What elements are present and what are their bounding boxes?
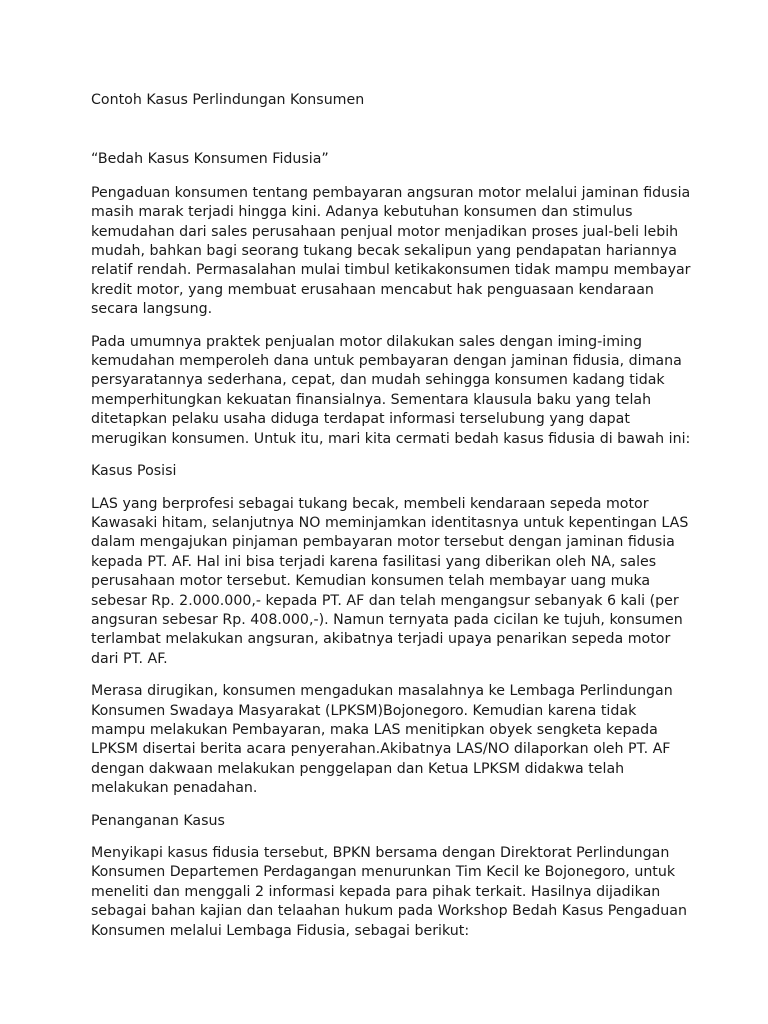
document-page [91,91,691,954]
paragraph-line: meneliti dan menggali 2 informasi kepada para pihak terkait. Hasilnya dijadikan [91,883,661,900]
paragraph-line: Konsumen Departemen Perdagangan menurunkan Tim Kecil ke Bojonegoro, untuk [91,864,676,881]
paragraph-complaint [91,682,683,798]
paragraph-line: dengan dakwaan melakukan penggelapan dan Ketua LPKSM didakwa telah [91,760,625,777]
paragraph-line: kredit motor, yang membuat erusahaan mencabut hak penguasaan kendaraan [91,281,654,298]
paragraph-line: terlambat melakukan angsuran, akibatnya terjadi upaya penarikan sepeda motor [91,631,671,648]
paragraph-line: Pada umumnya praktek penjualan motor dilakukan sales dengan iming-iming [91,333,643,350]
paragraph-line: mampu melakukan Pembayaran, maka LAS menitipkan obyek sengketa kepada [91,721,658,738]
paragraph-line: Pengaduan konsumen tentang pembayaran angsuran motor melalui jaminan fidusia [91,184,691,201]
paragraph-line: sebesar Rp. 2.000.000,- kepada PT. AF dan telah mengangsur sebanyak 6 kali (per [91,592,679,609]
paragraph-case-position [91,495,689,670]
document-title: Contoh Kasus Perlindungan Konsumen [91,92,365,108]
paragraph-line: LAS yang berprofesi sebagai tukang becak, membeli kendaraan sepeda motor [91,495,649,512]
paragraph-line: kepada PT. AF. Hal ini bisa terjadi karena fasilitasi yang diberikan oleh NA, sales [91,553,657,570]
paragraph-line: sebagai bahan kajian dan telaahan hukum pada Workshop Bedah Kasus Pengaduan [91,903,687,920]
paragraph-line: memperhitungkan kekuatan finansialnya. Sementara klausula baku yang telah [91,391,652,408]
paragraph-line: kemudahan memperoleh dana untuk pembayaran dengan jaminan fidusia, dimana [91,353,682,370]
paragraph-line: LPKSM disertai berita acara penyerahan.Akibatnya LAS/NO dilaporkan oleh PT. AF [91,741,671,758]
paragraph-line: persyaratannya sederhana, cepat, dan mudah sehingga konsumen kadang tidak [91,372,665,389]
document-subtitle: “Bedah Kasus Konsumen Fidusia” [91,151,329,168]
paragraph-line: mudah, bahkan bagi seorang tukang becak sekalipun yang pendapatan hariannya [91,243,677,260]
paragraph-line: dari PT. AF. [91,650,168,667]
paragraph-line: perusahaan motor tersebut. Kemudian konsumen telah membayar uang muka [91,573,651,590]
heading-kasus-posisi: Kasus Posisi [91,463,177,480]
paragraph-line: Merasa dirugikan, konsumen mengadukan masalahnya ke Lembaga Perlindungan [91,683,673,700]
paragraph-line: angsuran sebesar Rp. 408.000,-). Namun ternyata pada cicilan ke tujuh, konsumen [91,611,683,628]
paragraph-line: secara langsung. [91,301,213,318]
paragraph-intro [91,184,691,320]
paragraph-line: dalam mengajukan pinjaman pembayaran motor tersebut dengan jaminan fidusia [91,534,675,551]
paragraph-line: ditetapkan pelaku usaha diduga terdapat informasi terselubung yang dapat [91,411,630,428]
paragraph-line: relatif rendah. Permasalahan mulai timbul ketikakonsumen tidak mampu membayar [91,262,691,279]
paragraph-line: Menyikapi kasus fidusia tersebut, BPKN bersama dengan Direktorat Perlindungan [91,845,670,861]
paragraph-line: merugikan konsumen. Untuk itu, mari kita cermati bedah kasus fidusia di bawah ini: [91,430,691,447]
paragraph-line: Konsumen melalui Lembaga Fidusia, sebagai berikut: [91,922,470,939]
paragraph-line: Kawasaki hitam, selanjutnya NO meminjamkan identitasnya untuk kepentingan LAS [91,514,689,531]
paragraph-practice [91,333,691,449]
paragraph-line: Konsumen Swadaya Masyarakat (LPKSM)Bojonegoro. Kemudian karena tidak [91,702,637,719]
paragraph-handling [91,844,687,941]
heading-penanganan-kasus: Penanganan Kasus [91,812,225,829]
paragraph-line: melakukan penadahan. [91,780,258,797]
paragraph-line: masih marak terjadi hingga kini. Adanya kebutuhan konsumen dan stimulus [91,204,633,221]
paragraph-line: kemudahan dari sales perusahaan penjual motor menjadikan proses jual-beli lebih [91,223,679,240]
